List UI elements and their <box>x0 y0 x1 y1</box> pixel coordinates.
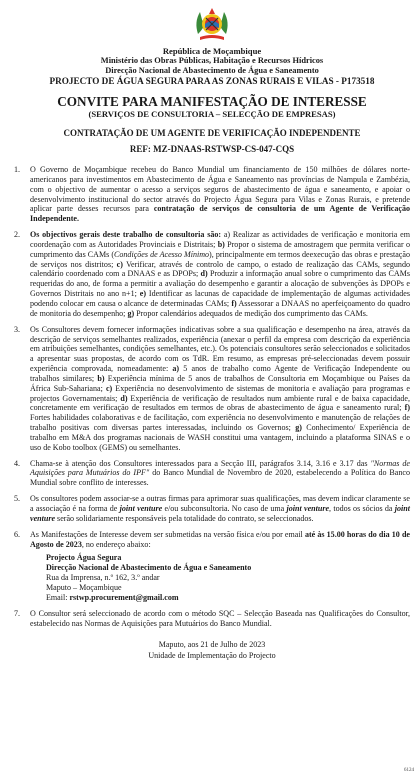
address-directorate: Direcção Nacional de Abastecimento de Água e Saneamento <box>46 563 252 573</box>
place-date: Maputo, aos 21 de Julho de 2023 <box>158 640 266 650</box>
list-item: 5. Os consultores podem associar-se a outras firmas para aprimorar suas qualificações, mas devem indicar claramente se a associação é na forma de joint venture e/ou subconsultoria. No caso de uma joint venture, todos os sócios da joint venture serão solidariamente responsáveis pela totalidade do contrato, se seleccionados. <box>14 494 410 523</box>
address-block <box>46 553 410 603</box>
header-directorate: Direcção Nacional de Abastecimento de Água e Saneamento <box>105 66 319 75</box>
items-list <box>14 165 410 629</box>
closing-block <box>14 639 410 661</box>
address-city: Maputo – Moçambique <box>46 583 122 593</box>
email-link[interactable]: rstwp.procurement@gmail.com <box>69 593 179 603</box>
implementation-unit: Unidade de Implementação do Projecto <box>148 651 276 661</box>
address-street: Rua da Imprensa, n.º 162, 3.º andar <box>46 573 160 583</box>
address-email-line: Email: rstwp.procurement@gmail.com <box>46 593 179 603</box>
page-title: CONVITE PARA MANIFESTAÇÃO DE INTERESSE <box>57 94 367 109</box>
reference-number: REF: MZ-DNAAS-RSTWSP-CS-047-CQS <box>129 144 295 154</box>
contract-heading: CONTRATAÇÃO DE UM AGENTE DE VERIFICAÇÃO INDEPENDENTE <box>63 128 361 138</box>
list-item: 3. Os Consultores devem fornecer informações indicativas sobre a sua qualificação e desempenho na área, através da descrição de serviços semelhantes realizados, experiência (anexar o perfil da empresa com descrição da experiência em atribuições semelhantes, condições semelhantes, etc.). Os potenciais consultores serão seleccionados e solicitados a apresentar suas propostas, de acordo com os TdR. Em resumo, as empresas pré-seleccionadas devem possuir experiência comprovada, nomeadamente: a) 5 anos de trabalho como Agente de Verificação Independente ou trabalhos similares; b) Experiência mínima de 5 anos de trabalhos de Consultoria em Moçambique ou Países da África Sub-Sahariana; c) Experiência no desenvolvimento de sistemas de monitoria e avaliação para programas e projectos Governamentais; d) Experiência de verificação de resultados num ambiente rural e de baixa capacidade, concretamente em verificação de resultados em termos de obras de abastecimento de água e saneamento rural; f) Fortes habilidades colaborativas e de facilitação, com experiência no desenvolvimento e manutenção de relações de trabalho positivas com diversas partes interessadas, incluindo os Governos; g) Conhecimento/ Experiência de trabalho em M&A dos programas nacionais de WASH constitui uma vantagem, incluindo a plataforma SINAS e o uso de Kobo toolbox (GEMS) ou semelhantes. <box>14 324 411 452</box>
list-item: 7. O Consultor será seleccionado de acordo com o método SQC – Selecção Baseada nas Qualificações do Consultor, estabelecido nas Normas de Aquisições para Mutuários do Banco Mundial. <box>14 609 410 629</box>
list-item: 1. O Governo de Moçambique recebeu do Banco Mundial um financiamento de 150 milhões de dólares norte-americanos para investimentos em Abastecimento de Água e Saneamento nas províncias de Nampula e Zambézia, com o objectivo de aumentar o acesso a serviços seguros de abastecimento de água e saneamento, e apoiar o desenvolvimento institucional do sector através do Projecto Água Segura para Vilas e Zonas Rurais, e pretende aplicar parte desses recursos para contratação de serviços de consultoria de um Agente de Verificação Independente. <box>14 165 411 224</box>
header <box>14 46 410 86</box>
header-ministry: Ministério das Obras Públicas, Habitação e Recursos Hídricos <box>100 56 324 65</box>
mozambique-emblem-icon <box>192 4 232 44</box>
address-project: Projecto Água Segura <box>46 553 122 563</box>
list-item: 2. Os objectivos gerais deste trabalho de consultoria são: a) Realizar as actividades de verificação e monitoria em coordenação com as Autoridades Provinciais e Distritais; b) Propor o sistema de amostragem que permita verificar o cumprimento das CAMs (Condições de Acesso Mínimo), principalmente em termos deexecução das obras e prestação de serviços nos distritos; c) Verificar, através de controlo de campo, o estado de realização das CAMs, segundo calendário coordenado com a DNAAS e as DPOPs; d) Produzir a informação anual sobre o cumprimento das CAMs requeridas do ano, de forma a permitir a avaliação do desempenho e garantir a alocação de subvenções às DPOPs e Governos Distritais no ano n+1; e) Identificar as lacunas de capacidade de implementação de algumas actividades podendo colocar em causa o alcance de determinadas CAMs; f) Assessorar a DNAAS no aperfeiçoamento do quadro de monitoria do desempenho; g) Propor calendários adequados de medição dos cumprimento das CAMs. <box>14 230 411 318</box>
print-code: 6124 <box>404 768 414 773</box>
page-subtitle: (SERVIÇOS DE CONSULTORIA – SELECÇÃO DE EMPRESAS) <box>88 109 336 119</box>
list-item: 4. Chama-se à atenção dos Consultores interessados para a Secção III, parágrafos 3.14, 3.16 e 3.17 das "Normas de Aquisições para Mutuários do IPF" do Banco Mundial de Novembro de 2020, estabelecendo a Política do Banco Mundial sobre conflito de interesses. <box>14 458 410 488</box>
header-country: República de Moçambique <box>162 46 262 56</box>
list-item: 6. As Manifestações de Interesse devem ser submetidas na versão física e/ou por email até às 15.00 horas do dia 10 de Agosto de 2023, no endereço abaixo: Projecto Água Segura Direcção Nacional de Abastecimento de Água e Saneamento Rua da Imprensa, n.º 162, 3.º andar Maputo – Moçambique Email: rstwp.procurement@gmail.com <box>14 529 410 603</box>
header-project: PROJECTO DE ÁGUA SEGURA PARA AS ZONAS RURAIS E VILAS - P173518 <box>49 76 375 86</box>
